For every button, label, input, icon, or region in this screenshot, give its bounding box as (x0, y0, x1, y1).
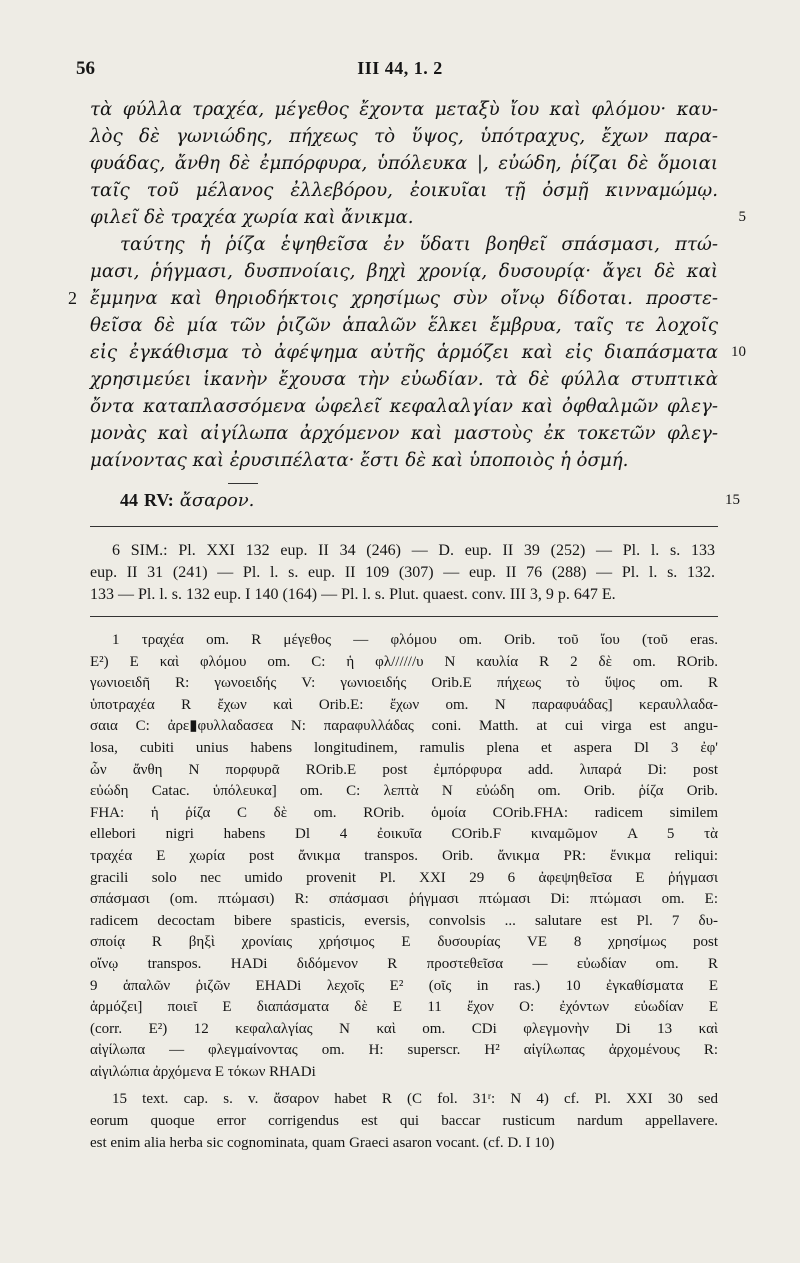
text-line: φιλεῖ δὲ τραχέα χωρία καὶ ἄνικμα. 5 (90, 204, 718, 231)
margin-line-number: 10 (731, 344, 746, 360)
margin-line-number: 15 (725, 492, 740, 508)
apparatus-line: radicem decoctam bibere spasticis, eversis, convolsis ... salutare est Pl. 7 δυ- (90, 912, 718, 929)
apparatus-line: σαια C: ἀρε▮φυλλαδασεα N: παραφυλλάδας coni. Matth. at cui virga est angu- (90, 718, 718, 735)
chapter-label: RV: (144, 490, 174, 510)
apparatus-line: losa, cubiti unius habens longitudinem, ramulis plena et aspera Dl 3 ἐφ' (90, 739, 718, 756)
apparatus-note-line: est enim alia herba sic cognominata, quam Graeci asaron vocant. (cf. D. I 10) (90, 1134, 555, 1151)
apparatus-line: ὧν ἄνθη N πορφυρᾶ ROrib.E post ἐμπόρφυρα add. λιπαρά Di: post (90, 761, 718, 778)
margin-line-number: 5 (738, 209, 746, 225)
apparatus-line: αἰγίλωπα — φλεγμαίνοντας om. H: superscr. H² αἰγίλωπας ἀρχομένους R: (90, 1042, 718, 1059)
divider-rule (90, 616, 718, 617)
critical-apparatus (90, 630, 718, 1154)
apparatus-line: 9 ἁπαλῶν ῥιζῶν EHADi λεχοῖς E² (οῖς in ras.) 10 ἐγκαθίσματα E (90, 977, 718, 994)
margin-page-marker: 2 (68, 288, 77, 308)
short-rule (228, 483, 258, 484)
chapter-heading (120, 490, 740, 518)
text-line: ταύτης ἡ ῥίζα ἑψηθεῖσα ἐν ὕδατι βοηθεῖ σπάσμασι, πτώ- (120, 234, 718, 255)
text-line: 2 ἔμμηνα καὶ θηριοδήκτοις χρησίμως σὺν οἴνῳ δίδοται. προστε- (90, 285, 718, 312)
apparatus-line: σπάσμασι (om. πτώμασι) R: σπάσμασι ῥήγμασι πτώμασι Di: πτώμασι om. E: (90, 891, 718, 908)
text-line: ταῖς τοῦ μέλανος ἐλλεβόρου, ἐοικυῖαι τῇ ὀσμῇ κινναμώμῳ. (90, 180, 718, 201)
apparatus-line: gracili solo nec umido provenit Pl. XXI 29 6 ἀφεψηθεῖσα E ῥήγμασι (90, 869, 718, 886)
chapter-title: ἄσαρον. (179, 490, 255, 511)
apparatus-line: ἁρμόζει] ποιεῖ E διαπάσματα δὲ E 11 ἔχον O: ἐχόντων εὐωδίαν E (90, 999, 718, 1016)
similia-apparatus (90, 540, 715, 606)
text-line: ὄντα καταπλασσόμενα ὠφελεῖ κεφαλαλγίαν καὶ ὀφθαλμῶν φλεγ- (90, 396, 718, 417)
apparatus-note-line: 15 text. cap. s. v. ἄσαρον habet R (C fol. 31ʳ: N 4) cf. Pl. XXI 30 sed (112, 1091, 718, 1108)
text-line: λὸς δὲ γωνιώδης, πήχεως τὸ ὕψος, ὑπότραχυς, ἔχων παρα- (90, 126, 718, 147)
apparatus-line: εὐώδη Catac. ὑπόλευκα] om. C: λεπτὰ N εὐώδη om. Orib. ῥίζα Orib. (90, 783, 718, 800)
apparatus-line: ὑποτραχέα R ἔχων καὶ Orib.E: ἔχων om. N παραφυάδας] κεραυλλαδα- (90, 696, 718, 713)
running-header (76, 58, 724, 80)
main-text (68, 96, 746, 474)
apparatus-line: E²) E καὶ φλόμου om. C: ἡ φλ//////υ N καυλία R 2 δὲ om. ROrib. (90, 653, 718, 670)
section-reference: III 44, 1. 2 (357, 58, 443, 78)
apparatus-line: (corr. E²) 12 κεφαλαλγίας N καὶ om. CDi φλεγμονὴν Di 13 καὶ (90, 1020, 718, 1037)
similia-line: eup. II 31 (241) — Pl. l. s. eup. II 109 (307) — eup. II 76 (288) — Pl. l. s. 132. (90, 564, 715, 581)
divider-rule (90, 526, 718, 527)
apparatus-line: τραχέα E χωρία post ἄνικμα transpos. Orib. ἄνικμα PR: ἔνικμα reliqui: (90, 847, 718, 864)
text-line: χρησιμεύει ἱκανὴν ἔχουσα τὴν εὐωδίαν. τὰ δὲ φύλλα στυπτικὰ (90, 369, 718, 390)
similia-line: 133 — Pl. l. s. 132 eup. I 140 (164) — Pl. l. s. Plut. quaest. conv. III 3, 9 p. 647 E. (90, 586, 616, 603)
text-line: φυάδας, ἄνθη δὲ ἐμπόρφυρα, ὑπόλευκα |, εὐώδη, ῥίζαι δὲ ὅμοιαι (90, 153, 718, 174)
text-line: τὰ φύλλα τραχέα, μέγεθος ἔχοντα μεταξὺ ἴου καὶ φλόμου· καυ- (90, 99, 718, 120)
page-number: 56 (76, 58, 95, 79)
text-line: εἰς ἐγκάθισμα τὸ ἀφέψημα αὐτῆς ἁρμόζει καὶ εἰς διαπάσματα 10 (90, 339, 718, 366)
text-line: θεῖσα δὲ μία τῶν ῥιζῶν ἁπαλῶν ἕλκει ἔμβρυα, ταῖς τε λοχοῖς (90, 315, 718, 336)
apparatus-line: οἴνῳ transpos. HADi διδόμενον R προστεθεῖσα — εὐωδίαν om. R (90, 955, 718, 972)
apparatus-note-line: eorum quoque error corrigendus est qui baccar rusticum nardum appellavere. (90, 1113, 718, 1130)
apparatus-line: FHA: ἡ ῥίζα C δὲ om. ROrib. ὁμοία COrib.FHA: radicem similem (90, 804, 718, 821)
apparatus-line: 1 τραχέα om. R μέγεθος — φλόμου om. Orib. τοῦ ἴου (τοῦ eras. (112, 632, 718, 648)
text-line: μονὰς καὶ αἰγίλωπα ἀρχόμενον καὶ μαστοὺς ἐκ τοκετῶν φλεγ- (90, 423, 718, 444)
apparatus-line: σποίᾳ R βηξὶ χρονίαις χρήσιμος E δυσουρίας VE 8 χρησίμως post (90, 934, 718, 951)
chapter-number: 44 (120, 490, 138, 510)
apparatus-line: γωνιοειδῆ R: γωνοειδής V: γωνιοειδής Orib.E πήχεως τὸ ὕψος om. R (90, 675, 718, 692)
similia-line: 6 SIM.: Pl. XXI 132 eup. II 34 (246) — D. eup. II 39 (252) — Pl. l. s. 133 (112, 542, 715, 559)
text-line: μαίνοντας καὶ ἐρυσιπέλατα· ἔστι δὲ καὶ ὑποποιὸς ἡ ὀσμή. (90, 450, 629, 471)
apparatus-line: αἰγιλώπια ἀρχόμενα E τόκων RHADi (90, 1063, 316, 1080)
text-line: μασι, ῥήγμασι, δυσπνοίαις, βηχὶ χρονίᾳ, δυσουρίᾳ· ἄγει δὲ καὶ (90, 261, 718, 282)
apparatus-line: ellebori nigri habens Dl 4 ἐοικυῖα COrib.F κιναμῶμον A 5 τὰ (90, 826, 718, 843)
